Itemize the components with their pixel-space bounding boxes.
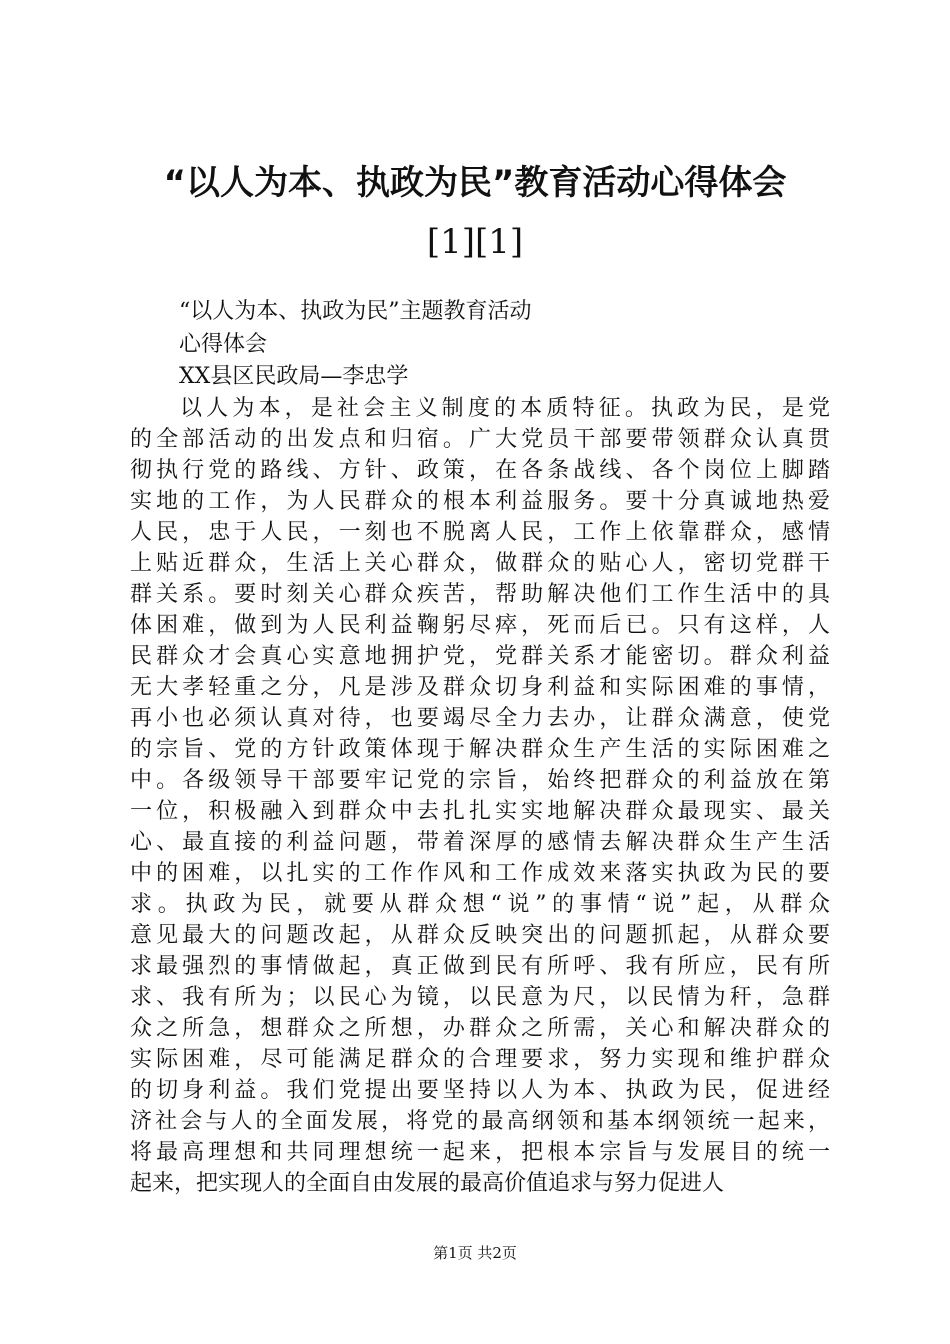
body-line: 再小也必须认真对待，也要竭尽全力去办，让群众满意，使党 (130, 706, 830, 731)
document-title: “以人为本、执政为民”教育活动心得体会 (163, 163, 787, 203)
body-line: 一位，积极融入到群众中去扎扎实实地解决群众最现实、最关 (130, 799, 830, 824)
body-line: 的宗旨、党的方针政策体现于解决群众生产生活的实际困难之 (130, 737, 830, 762)
body-line: 的全部活动的出发点和归宿。广大党员干部要带领群众认真贯 (130, 427, 830, 452)
page-footer: 第1页 共2页 (433, 1244, 517, 1262)
body-line: 群关系。要时刻关心群众疾苦，帮助解决他们工作生活中的具 (130, 582, 830, 607)
body-line: 众之所急，想群众之所想，办群众之所需，关心和解决群众的 (130, 1016, 830, 1041)
document-title-suffix: [1][1] (426, 222, 524, 262)
author-line: XX县区民政局—李忠学 (179, 364, 409, 389)
body-line: 无大孝轻重之分，凡是涉及群众切身利益和实际困难的事情， (130, 675, 830, 700)
body-line: 彻执行党的路线、方针、政策，在各条战线、各个岗位上脚踏 (130, 458, 830, 483)
body-line: 起来，把实现人的全面自由发展的最高价值追求与努力促进人 (130, 1171, 725, 1196)
body-paragraph (130, 393, 830, 1199)
body-line: 以人为本，是社会主义制度的本质特征。执政为民，是党 (180, 396, 830, 421)
body-line: 体困难，做到为人民利益鞠躬尽瘁，死而后已。只有这样，人 (130, 613, 830, 638)
body-line: 上贴近群众，生活上关心群众，做群众的贴心人，密切党群干 (130, 551, 830, 576)
body-line: 求、我有所为；以民心为镜，以民意为尺，以民情为秆，急群 (130, 985, 830, 1010)
body-line: 中。各级领导干部要牢记党的宗旨，始终把群众的利益放在第 (130, 768, 830, 793)
body-line: 将最高理想和共同理想统一起来，把根本宗旨与发展目的统一 (130, 1140, 830, 1165)
subtitle-line: 心得体会 (179, 332, 268, 357)
body-line: 中的困难，以扎实的工作作风和工作成效来落实执政为民的要 (130, 861, 830, 886)
body-line: 意见最大的问题改起，从群众反映突出的问题抓起，从群众要 (130, 923, 830, 948)
body-line: 济社会与人的全面发展，将党的最高纲领和基本纲领统一起来， (130, 1109, 830, 1134)
subtitle-line: “以人为本、执政为民”主题教育活动 (179, 299, 532, 324)
body-line: 民群众才会真心实意地拥护党，党群关系才能密切。群众利益 (130, 644, 830, 669)
body-line: 人民，忠于人民，一刻也不脱离人民，工作上依靠群众，感情 (130, 520, 830, 545)
body-line: 实地的工作，为人民群众的根本利益服务。要十分真诚地热爱 (130, 489, 830, 514)
body-line: 实际困难，尽可能满足群众的合理要求，努力实现和维护群众 (130, 1047, 830, 1072)
body-line: 求最强烈的事情做起，真正做到民有所呼、我有所应，民有所 (130, 954, 830, 979)
body-line: 求。执政为民，就要从群众想“说”的事情“说”起，从群众 (130, 892, 830, 917)
body-line: 心、最直接的利益问题，带着深厚的感情去解决群众生产生活 (130, 830, 830, 855)
body-line: 的切身利益。我们党提出要坚持以人为本、执政为民，促进经 (130, 1078, 830, 1103)
